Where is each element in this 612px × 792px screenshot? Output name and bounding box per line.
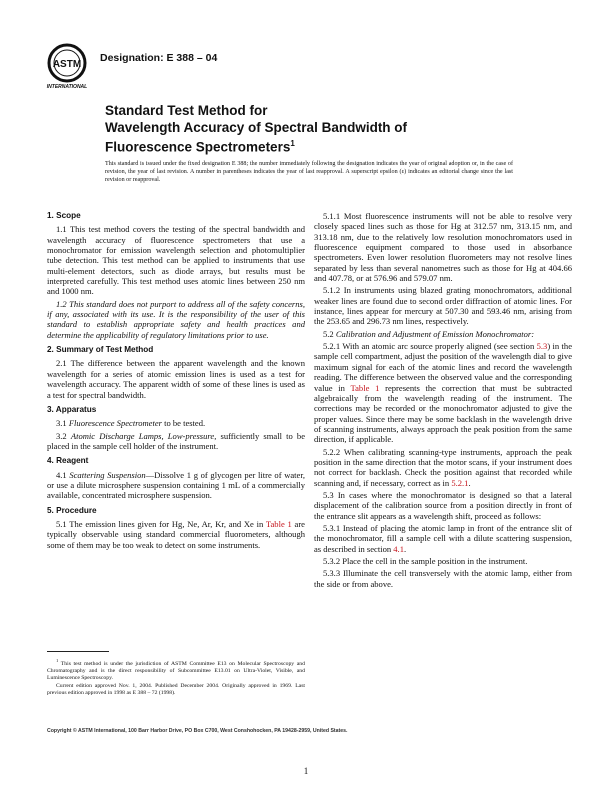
section-4-1-link[interactable]: 4.1 [393, 543, 404, 554]
table-1-link-2[interactable]: Table 1 [350, 382, 380, 393]
paragraph-5-3-1: 5.3.1 Instead of placing the atomic lamp in front of the entrance slit of the monochromator, fill a sample cell with a dilute scattering suspension, as described in section 4.1. [314, 522, 572, 554]
paragraph-5-2: 5.2 Calibration and Adjustment of Emission Monochromator: [323, 328, 535, 339]
logo-letters: ASTM [52, 59, 82, 70]
title-line-3: Fluorescence Spectrometers$^1$ [105, 139, 295, 155]
logo-subtext: INTERNATIONAL [46, 84, 88, 90]
paragraph-1-1: 1.1 This test method covers the testing of the spectral bandwidth and wavelength accuracy of fluorescence spectrometers that use a monochromator for emission wavelength selection and photomultiplier tube detection. This test method can be applied to instruments that use multi-element detectors, such as diode arrays, but results must be interpreted carefully. This test method uses atomic lines between 250 nm and 1000 nm. [47, 224, 305, 297]
table-1-link[interactable]: Table 1 [265, 518, 292, 529]
paragraph-5-3: 5.3 In cases where the monochromator is designed so that a lateral displacement of the calibration source from a position directly in front of the entrance slit appears as a wavelength shift, proceed as follows: [314, 489, 572, 521]
section-5-3-link[interactable]: 5.3 [536, 341, 548, 352]
page-number: 1 [303, 766, 309, 776]
section-heading-procedure: 5. Procedure [47, 505, 97, 515]
paragraph-1-2: 1.2 This standard does not purport to address all of the safety concerns, if any, associated with its use. It is the responsibility of the user of this standard to establish appropriate safety and health practices and determine the applicability of regulatory limitations prior to use. [47, 298, 305, 340]
paragraph-3-2: 3.2 Atomic Discharge Lamps, Low-pressure, sufficiently small to be placed in the sample cell holder of the instrument. [47, 430, 305, 451]
footnote [47, 657, 305, 697]
footnote-text-2: Current edition approved Nov. 1, 2004. Published December 2004. Originally approved in 1969. Last previous edition approved in 1998 as E 388 – 72 (1998). [47, 682, 305, 696]
footnote-mark: 1 [56, 658, 59, 663]
astm-logo-icon [45, 42, 89, 90]
section-heading-apparatus: 3. Apparatus [47, 404, 97, 414]
paragraph-5-1-1: 5.1.1 Most fluorescence instruments will not be able to resolve very closely spaced lines such as those for Hg at 312.57 nm, 313.15 nm, and 313.18 nm, due to the relatively low resolution monochromators used in fluorescence equipment compared to those used in absorbance spectrometers. Even lower resolution fluorometers may not resolve lines separated by less than several nanometres such as those for Hg at 404.66 and 407.78, or at 576.96 and 579.07 nm. [314, 211, 572, 284]
paragraph-5-3-2: 5.3.2 Place the cell in the sample position in the instrument. [323, 556, 528, 566]
title-footnote-mark: 1 [290, 139, 295, 148]
paragraph-5-1-2: 5.1.2 In instruments using blazed grating monochromators, additional weaker lines are found due to second order diffraction of atomic lines. For instance, lines appear for mercury at 507.30 and 593.46 nm, arising from the 253.65 and 296.73 nm lines, respectively. [314, 285, 572, 327]
paragraph-2-1: 2.1 The difference between the apparent wavelength and the known wavelength for a series of atomic emission lines is used as a test for wavelength accuracy. The apparent width of some of these lines is used as a test for spectral bandwidth. [47, 358, 305, 400]
title-line-2: Wavelength Accuracy of Spectral Bandwidth of [105, 119, 408, 135]
copyright-line: Copyright © ASTM International, 100 Barr Harbor Drive, PO Box C700, West Conshohocken, PA 19428-2959, United States. [47, 728, 348, 734]
paragraph-5-3-3: 5.3.3 Illuminate the cell transversely with the atomic lamp, either from the side or from above. [314, 568, 572, 589]
right-column [314, 211, 572, 589]
paragraph-5-2-2: 5.2.2 When calibrating scanning-type instruments, approach the peak position in the same direction that the motor scans, if your instrument does not correct for backlash. Check the position against that recorded while scanning and, if necessary, correct as in 5.2.1. [314, 446, 572, 488]
paragraph-5-1: 5.1 The emission lines given for Hg, Ne, Ar, Kr, and Xe in Table 1 are typically observable using standard commercial fluorometers, although some of them may be too weak to detect on some instruments. [47, 518, 305, 550]
section-heading-scope: 1. Scope [47, 211, 81, 220]
paragraph-4-1: 4.1 Scattering Suspension—Dissolve 1 g of glycogen per litre of water, or use a dilute microsphere suspension containing 1 mL of a commercially available, concentrated microsphere suspension. [47, 469, 305, 501]
paragraph-3-1: 3.1 Fluorescence Spectrometer to be tested. [56, 418, 206, 429]
designation: Designation: E 388 – 04 [100, 52, 218, 64]
footnote-divider [47, 651, 109, 652]
section-heading-reagent: 4. Reagent [47, 456, 89, 466]
paragraph-5-2-1: 5.2.1 With an atomic arc source properly aligned (see section 5.3) in the sample cell compartment, adjust the position of the wavelength dial to give maximum signal for each of the atomic lines and record the wavelength reading. The difference between the observed value and the corresponding value in Table 1 represents the correction that must be subtracted algebraically from the wavelength reading of the instrument. The corrections may be recorded or the monochromator adjusted to give the proper values. Since there may be some backlash in the wavelength drive of scanning instruments, always approach the peak position from the same direction, if applicable. [314, 341, 573, 445]
title-line-1: Standard Test Method for [105, 103, 268, 118]
left-column [47, 211, 305, 550]
designation-notice: This standard is issued under the fixed designation E 388; the number immediately following the designation indicates the year of original adoption or, in the case of revision, the year of last revision. A number in parentheses indicates the year of last reapproval. A superscript epsilon (ε) indicates an editorial change since the last revision or reapproval. [105, 161, 513, 183]
section-5-2-1-link[interactable]: 5.2.1 [451, 477, 469, 488]
document-title [105, 103, 525, 156]
section-heading-summary: 2. Summary of Test Method [47, 345, 154, 355]
footnote-text-1: $^1$ This test method is under the jurisdiction of ASTM Committee E13 on Molecular Spectroscopy and Chromatography and is the direct responsibility of Subcommittee E13.01 on Ultra-Violet, Visible, and Luminescence Spectroscopy. [47, 658, 305, 682]
